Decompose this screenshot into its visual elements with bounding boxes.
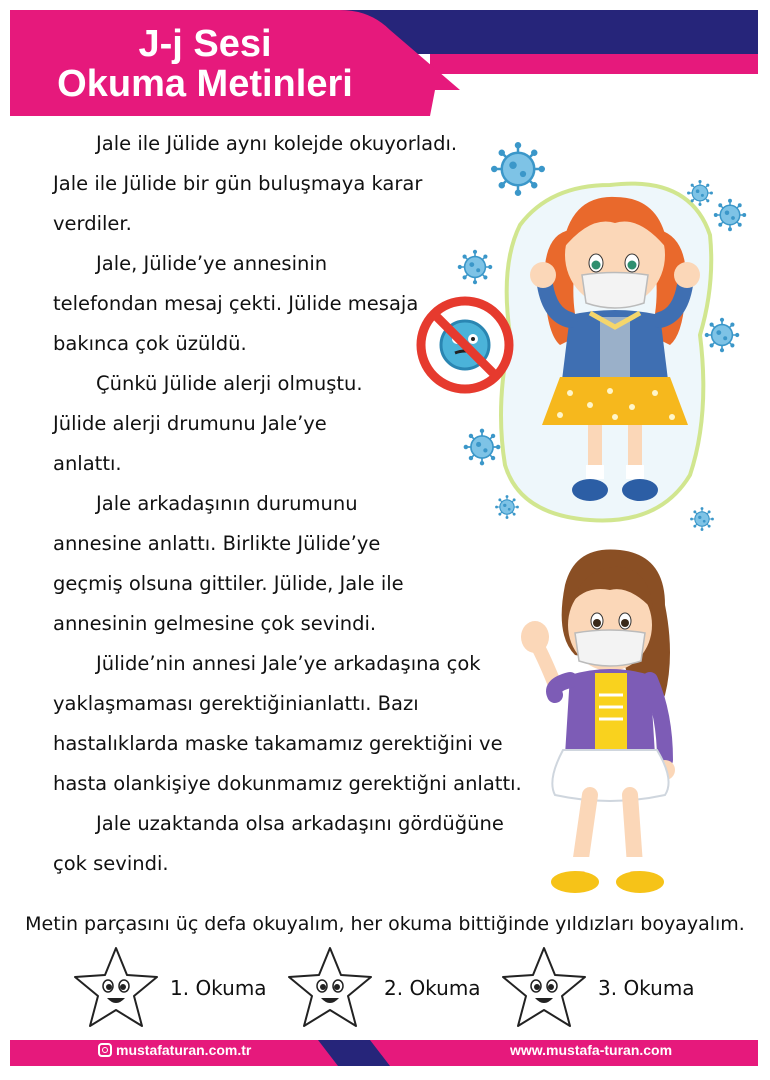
reading-label: 1. Okuma xyxy=(170,976,267,1000)
footer-instagram-handle: mustafaturan.com.tr xyxy=(116,1042,252,1058)
reading-3 xyxy=(498,944,708,1034)
girl-in-bubble-illustration xyxy=(410,135,760,535)
story-line: Çünkü Jülide alerji olmuştu. xyxy=(96,372,363,395)
story-line: Jale arkadaşının durumunu xyxy=(96,492,358,515)
reading-label: 2. Okuma xyxy=(384,976,481,1000)
virus-icon xyxy=(491,142,545,196)
smiling-star-icon[interactable] xyxy=(284,944,376,1034)
virus-icon xyxy=(464,429,501,466)
reading-label: 3. Okuma xyxy=(598,976,695,1000)
story-line: annesine anlattı. Birlikte Jülide’ye xyxy=(53,532,381,555)
reading-2 xyxy=(284,944,494,1034)
story-line: anlattı. xyxy=(53,452,122,475)
no-virus-sign-icon xyxy=(421,301,509,389)
instagram-icon xyxy=(98,1043,112,1057)
page-title-line1: J-j Sesi xyxy=(138,23,272,65)
virus-icon xyxy=(705,318,740,353)
story-line: Jülide’nin annesi Jale’ye arkadaşına çok xyxy=(96,652,481,675)
footer-instagram[interactable] xyxy=(98,1042,251,1058)
girl-with-mask-illustration xyxy=(515,545,695,905)
story-line: hasta olankişiye dokunmamız gerektiğni anlattı. xyxy=(53,772,522,795)
story-line: Jale, Jülide’ye annesinin xyxy=(96,252,328,275)
story-line: Jülide alerji drumunu Jale’ye xyxy=(53,412,327,435)
page-title-line2: Okuma Metinleri xyxy=(57,63,353,105)
story-line: bakınca çok üzüldü. xyxy=(53,332,247,355)
virus-icon xyxy=(458,250,493,285)
virus-icon xyxy=(690,507,714,531)
story-line: telefondan mesaj çekti. Jülide mesaja xyxy=(53,292,419,315)
smiling-star-icon[interactable] xyxy=(498,944,590,1034)
header-pink-stripe xyxy=(430,54,758,74)
story-line: verdiler. xyxy=(53,212,132,235)
story-line: geçmiş olsuna gittiler. Jülide, Jale ile xyxy=(53,572,404,595)
story-line: Jale uzaktanda olsa arkadaşını gördüğüne xyxy=(96,812,504,835)
story-line: yaklaşmaması gerektiğinianlattı. Bazı xyxy=(53,692,419,715)
story-line: Jale ile Jülide bir gün buluşmaya karar xyxy=(53,172,423,195)
smiling-star-icon[interactable] xyxy=(70,944,162,1034)
reading-1 xyxy=(70,944,280,1034)
instruction-text: Metin parçasını üç defa okuyalım, her okuma bittiğinde yıldızları boyayalım. xyxy=(25,913,745,935)
virus-icon xyxy=(714,199,746,231)
story-line: hastalıklarda maske takamamız gerektiğini ve xyxy=(53,732,503,755)
story-line: çok sevindi. xyxy=(53,852,169,875)
story-line: annesinin gelmesine çok sevindi. xyxy=(53,612,377,635)
footer-website-link[interactable]: www.mustafa-turan.com xyxy=(510,1042,673,1058)
virus-icon xyxy=(495,495,519,519)
story-line: Jale ile Jülide aynı kolejde okuyorladı. xyxy=(96,132,458,155)
